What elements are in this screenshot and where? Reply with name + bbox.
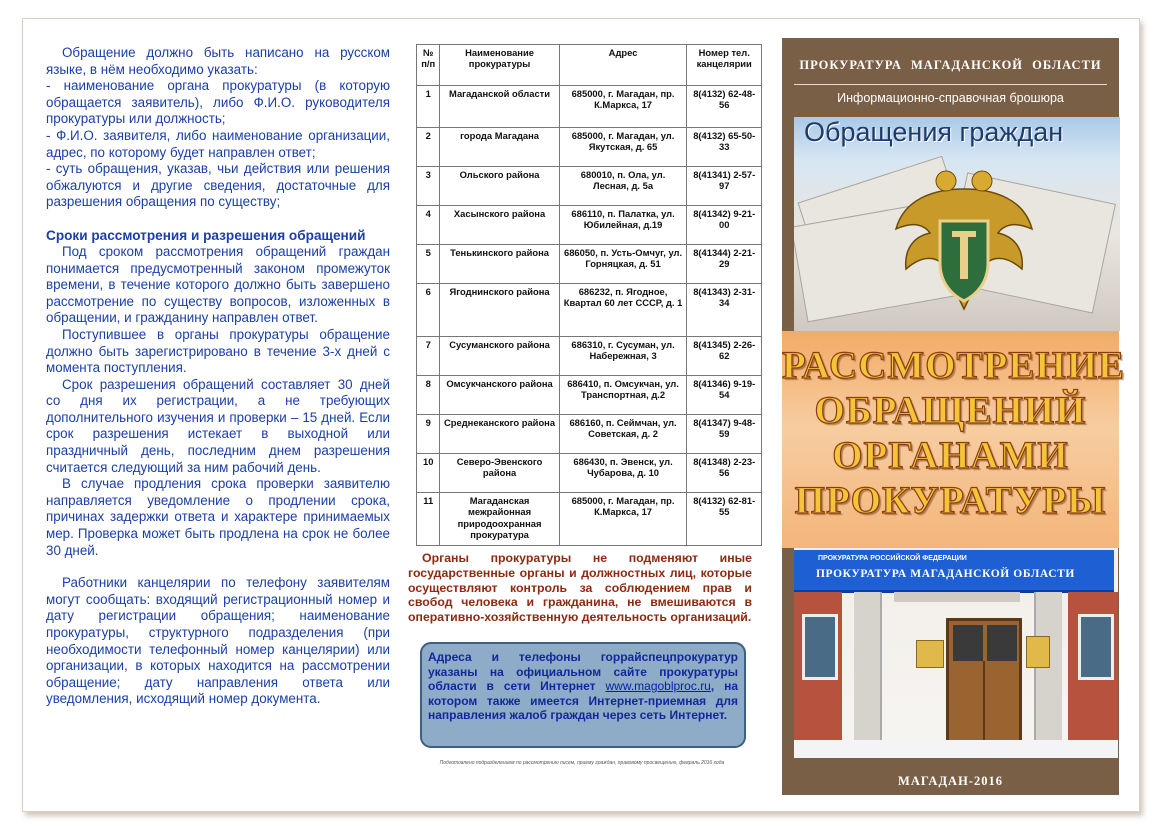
row-phone: 8(41348) 2-23-56 [687,454,762,493]
row-address: 685000, г. Магадан, пр. К.Маркса, 17 [559,493,687,546]
banner-image [794,117,1120,331]
row-number: 4 [417,206,440,245]
row-prosecutor-name: Ягоднинского района [440,284,559,337]
intro-paragraph: Обращение должно быть написано на русском языке, в нём необходимо указать: [46,45,390,77]
row-phone: 8(41344) 2-21-29 [687,245,762,284]
table-row [417,454,762,493]
title-line-4: ПРОКУРАТУРЫ [794,479,1107,522]
row-number: 2 [417,128,440,167]
row-prosecutor-name: Северо-Эвенского района [440,454,559,493]
row-prosecutor-name: Среднеканского района [440,415,559,454]
row-prosecutor-name: Хасынского района [440,206,559,245]
website-link[interactable]: www.magoblproc.ru [605,679,711,694]
table-row [417,284,762,337]
left-column [46,45,390,708]
row-phone: 8(41341) 2-57-97 [687,167,762,206]
row-number: 5 [417,245,440,284]
row-address: 685000, г. Магадан, ул. Якутская, д. 65 [559,128,687,167]
row-number: 10 [417,454,440,493]
cover-main-title [782,343,1126,523]
requirement-item-2: - Ф.И.О. заявителя, либо наименование организации, адрес, по которому будет направлен ответ; [46,127,390,160]
row-prosecutor-name: Тенькинского района [440,245,559,284]
row-number: 6 [417,284,440,337]
window-right [1078,614,1114,680]
row-prosecutor-name: Ольского района [440,167,559,206]
table-row [417,415,762,454]
row-number: 11 [417,493,440,546]
deadlines-heading: Сроки рассмотрения и разрешения обращений [46,227,366,243]
row-phone: 8(4132) 62-81-55 [687,493,762,546]
header-number: № п/п [417,45,440,86]
table-row [417,86,762,128]
requirement-item-1: - наименование органа прокуратуры (в которую обращается заявитель), либо Ф.И.О. руководителя прокуратуры или должность; [46,78,390,127]
row-number: 9 [417,415,440,454]
header-address: Адрес [559,45,687,86]
snow-ground [794,740,1118,758]
sign-small-text: ПРОКУРАТУРА РОССИЙСКОЙ ФЕДЕРАЦИИ [818,555,967,562]
emblem-icon [894,159,1034,329]
table-header-row [417,45,762,86]
table-row [417,167,762,206]
table-row [417,376,762,415]
sign-big-text: ПРОКУРАТУРА МАГАДАНСКОЙ ОБЛАСТИ [816,568,1075,580]
info-text-after: , на котором также имеется Интернет-приемная для направления жалоб граждан через сеть Интернет. [428,679,739,723]
row-number: 3 [417,167,440,206]
cover-org-title: ПРОКУРАТУРА МАГАДАНСКОЙ ОБЛАСТИ [799,58,1102,72]
table-row [417,337,762,376]
window-left [802,614,838,680]
row-prosecutor-name: Магаданской области [440,86,559,128]
table-row [417,128,762,167]
deadline-paragraph-4: В случае продления срока проверки заявителю направляется уведомление о продлении срока, причинах задержки ответа и характере принимаемых мер. Проверка может быть продлена на срок не более 30 дней. [46,476,390,558]
row-address: 686160, п. Сеймчан, ул. Советская, д. 2 [559,415,687,454]
banner-title: Обращения граждан [804,117,1064,147]
row-number: 7 [417,337,440,376]
row-phone: 8(4132) 65-50-33 [687,128,762,167]
deadline-paragraph-3: Срок разрешения обращений составляет 30 дней со дня их регистрации, а не требующих дополнительного изучения и проверки – 15 дней. Если срок разрешения истекает в выходной или праздничный день, последним днем разрешения считается следующий за ним рабочий день. [46,376,390,475]
row-prosecutor-name: Сусуманского района [440,337,559,376]
requirement-item-3: - суть обращения, указав, чьи действия или решения обжалуются и другие сведения, достаточные для разрешения обращения по существу; [46,161,390,210]
title-panel [782,331,1126,548]
plaque-left [916,640,944,668]
table-row [417,245,762,284]
info-text-before: Адреса и телефоны горрайспецпрокуратур указаны на официальном сайте прокуратуры области в сети Интернет [428,650,738,694]
row-phone: 8(4132) 62-48-56 [687,86,762,128]
title-line-3: ОРГАНАМИ [832,434,1069,477]
table-row [417,206,762,245]
deadline-paragraph-2: Поступившее в органы прокуратуры обращение должно быть зарегистрировано в течение 3-х дней с момента поступления. [46,326,390,376]
building-sign [794,550,1114,593]
row-phone: 8(41345) 2-26-62 [687,337,762,376]
cover-subtitle: Информационно-справочная брошюра [837,91,1064,105]
title-line-1: РАССМОТРЕНИЕ [782,344,1126,387]
row-phone: 8(41342) 9-21-00 [687,206,762,245]
canopy [894,592,1020,602]
prosecutors-table [416,44,762,546]
header-name: Наименование прокуратуры [440,45,559,86]
title-line-2: ОБРАЩЕНИЙ [814,389,1087,432]
row-phone: 8(41343) 2-31-34 [687,284,762,337]
table-body [417,86,762,546]
cover-divider [794,84,1107,85]
deadline-paragraph-1: Под сроком рассмотрения обращений граждан понимается предусмотренный законом промежуток времени, в течение которого должно быть завершено рассмотрение по существу вопросов, изложенных в обращении, и гражданину направлен ответ. [46,243,390,326]
row-prosecutor-name: города Магадана [440,128,559,167]
row-address: 685000, г. Магадан, пр. К.Маркса, 17 [559,86,687,128]
cover-city-year: МАГАДАН-2016 [898,774,1003,788]
row-number: 1 [417,86,440,128]
row-prosecutor-name: Магаданская межрайонная природоохранная прокуратура [440,493,559,546]
building-photo [794,548,1118,758]
row-address: 686410, п. Омсукчан, ул. Транспортная, д.2 [559,376,687,415]
chancellery-paragraph: Работники канцелярии по телефону заявителям могут сообщать: входящий регистрационный номер и дату регистрации обращения; наименование прокуратуры, структурного подразделения (при необходимости телефонный номер канцелярии) или организации, в которых находится на рассмотрении обращение; дату направления ответа или уведомления, исходящий номер документа. [46,575,390,707]
info-box [420,642,746,748]
row-prosecutor-name: Омсукчанского района [440,376,559,415]
row-address: 686110, п. Палатка, ул. Юбилейная, д.19 [559,206,687,245]
row-address: 686310, г. Сусуман, ул. Набережная, 3 [559,337,687,376]
row-number: 8 [417,376,440,415]
header-phone: Номер тел. канцелярии [687,45,762,86]
row-phone: 8(41347) 9-48-59 [687,415,762,454]
notice-text: Органы прокуратуры не подменяют иные государственные органы и должностных лиц, которые осуществляют контроль за соблюдением прав и свобод человека и гражданина, не вмешиваются в оперативно-хозяйственную деятельность организаций. [408,551,752,625]
column-left [854,592,882,740]
table-row [417,493,762,546]
row-address: 686232, п. Ягодное, Квартал 60 лет СССР, д. 1 [559,284,687,337]
footnote: Подготовлено подразделением по рассмотрению писем, приему граждан, правовому просвещению, февраль 2016 года [439,760,725,766]
row-phone: 8(41346) 9-19-54 [687,376,762,415]
row-address: 680010, п. Ола, ул. Лесная, д. 5а [559,167,687,206]
plaque-right [1026,636,1050,668]
row-address: 686430, п. Эвенск, ул. Чубарова, д. 10 [559,454,687,493]
entrance-door [946,618,1022,746]
row-address: 686050, п. Усть-Омчуг, ул. Горняцкая, д. 51 [559,245,687,284]
